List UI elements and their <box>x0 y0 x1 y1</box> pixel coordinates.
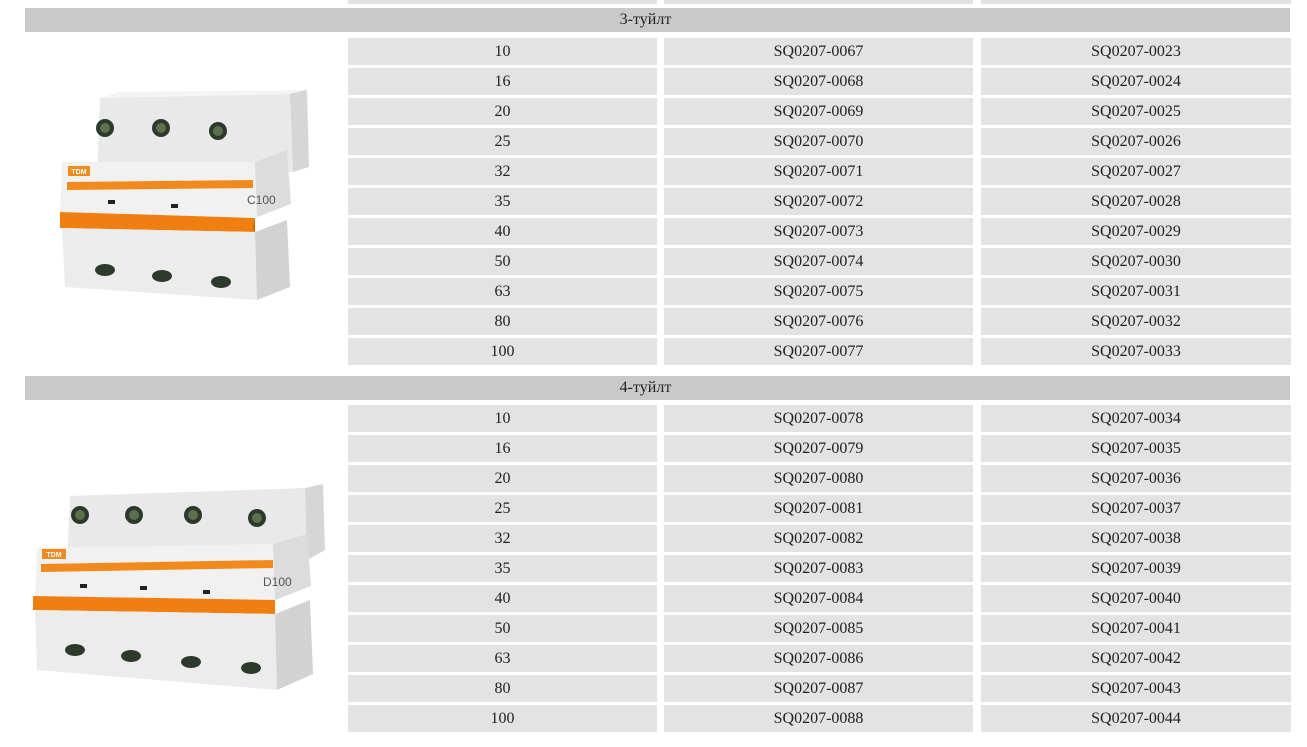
rows-3-pole <box>348 38 1291 368</box>
article-number-cell: SQ0207-0087 <box>664 675 973 702</box>
table-row <box>348 615 1291 642</box>
section-title: 4-туйлт <box>619 379 672 396</box>
article-number-cell: SQ0207-0088 <box>664 705 973 732</box>
current-rating-cell: 10 <box>348 405 657 432</box>
previous-row-fragment <box>348 0 1290 4</box>
article-number-cell: SQ0207-0043 <box>981 675 1291 702</box>
current-rating-cell: 80 <box>348 308 657 335</box>
table-row <box>348 218 1291 245</box>
table-row <box>348 98 1291 125</box>
article-number-cell: SQ0207-0080 <box>664 465 973 492</box>
article-number-cell: SQ0207-0038 <box>981 525 1291 552</box>
current-rating-cell: 100 <box>348 338 657 365</box>
current-rating-cell: 40 <box>348 218 657 245</box>
current-rating-cell: 80 <box>348 675 657 702</box>
breaker-3-pole-image <box>25 32 348 367</box>
article-number-cell: SQ0207-0037 <box>981 495 1291 522</box>
breaker-4-pole-image <box>25 400 348 740</box>
table-row <box>348 338 1291 365</box>
article-number-cell: SQ0207-0071 <box>664 158 973 185</box>
svg-text:TDM: TDM <box>71 169 87 176</box>
article-number-cell: SQ0207-0083 <box>664 555 973 582</box>
article-number-cell: SQ0207-0041 <box>981 615 1291 642</box>
article-number-cell: SQ0207-0068 <box>664 68 973 95</box>
article-number-cell: SQ0207-0039 <box>981 555 1291 582</box>
current-rating-cell: 32 <box>348 525 657 552</box>
article-number-cell: SQ0207-0040 <box>981 585 1291 612</box>
current-rating-cell: 35 <box>348 188 657 215</box>
article-number-cell: SQ0207-0076 <box>664 308 973 335</box>
article-number-cell: SQ0207-0029 <box>981 218 1291 245</box>
article-number-cell: SQ0207-0086 <box>664 645 973 672</box>
svg-text:C100: C100 <box>247 193 276 207</box>
current-rating-cell: 50 <box>348 615 657 642</box>
current-rating-cell: 16 <box>348 435 657 462</box>
table-row <box>348 585 1291 612</box>
table-row <box>348 188 1291 215</box>
article-number-cell: SQ0207-0078 <box>664 405 973 432</box>
article-number-cell: SQ0207-0027 <box>981 158 1291 185</box>
table-row <box>348 308 1291 335</box>
table-row <box>348 495 1291 522</box>
article-number-cell: SQ0207-0072 <box>664 188 973 215</box>
article-number-cell: SQ0207-0042 <box>981 645 1291 672</box>
table-row <box>348 555 1291 582</box>
current-rating-cell: 63 <box>348 645 657 672</box>
article-number-cell: SQ0207-0073 <box>664 218 973 245</box>
table-row <box>348 68 1291 95</box>
article-number-cell: SQ0207-0024 <box>981 68 1291 95</box>
article-number-cell: SQ0207-0067 <box>664 38 973 65</box>
article-number-cell: SQ0207-0085 <box>664 615 973 642</box>
section-title: 3-туйлт <box>619 11 672 28</box>
article-number-cell: SQ0207-0036 <box>981 465 1291 492</box>
current-rating-cell: 63 <box>348 278 657 305</box>
article-number-cell: SQ0207-0069 <box>664 98 973 125</box>
article-number-cell: SQ0207-0032 <box>981 308 1291 335</box>
current-rating-cell: 20 <box>348 98 657 125</box>
article-number-cell: SQ0207-0033 <box>981 338 1291 365</box>
table-row <box>348 405 1291 432</box>
table-row <box>348 705 1291 732</box>
current-rating-cell: 16 <box>348 68 657 95</box>
article-number-cell: SQ0207-0034 <box>981 405 1291 432</box>
article-number-cell: SQ0207-0044 <box>981 705 1291 732</box>
current-rating-cell: 32 <box>348 158 657 185</box>
table-row <box>348 38 1291 65</box>
article-number-cell: SQ0207-0077 <box>664 338 973 365</box>
article-number-cell: SQ0207-0081 <box>664 495 973 522</box>
current-rating-cell: 35 <box>348 555 657 582</box>
table-row <box>348 675 1291 702</box>
article-number-cell: SQ0207-0079 <box>664 435 973 462</box>
article-number-cell: SQ0207-0074 <box>664 248 973 275</box>
table-row <box>348 248 1291 275</box>
svg-text:TDM: TDM <box>46 552 62 559</box>
current-rating-cell: 100 <box>348 705 657 732</box>
table-row <box>348 435 1291 462</box>
article-number-cell: SQ0207-0028 <box>981 188 1291 215</box>
table-row <box>348 128 1291 155</box>
table-row <box>348 525 1291 552</box>
current-rating-cell: 50 <box>348 248 657 275</box>
article-number-cell: SQ0207-0025 <box>981 98 1291 125</box>
table-row <box>348 158 1291 185</box>
section-header-4-pole <box>25 376 1290 400</box>
current-rating-cell: 25 <box>348 495 657 522</box>
current-rating-cell: 20 <box>348 465 657 492</box>
rows-4-pole <box>348 405 1291 735</box>
article-number-cell: SQ0207-0082 <box>664 525 973 552</box>
svg-text:D100: D100 <box>263 575 292 589</box>
article-number-cell: SQ0207-0023 <box>981 38 1291 65</box>
current-rating-cell: 10 <box>348 38 657 65</box>
table-row <box>348 278 1291 305</box>
article-number-cell: SQ0207-0084 <box>664 585 973 612</box>
article-number-cell: SQ0207-0031 <box>981 278 1291 305</box>
current-rating-cell: 25 <box>348 128 657 155</box>
current-rating-cell: 40 <box>348 585 657 612</box>
article-number-cell: SQ0207-0026 <box>981 128 1291 155</box>
article-number-cell: SQ0207-0070 <box>664 128 973 155</box>
table-row <box>348 645 1291 672</box>
article-number-cell: SQ0207-0030 <box>981 248 1291 275</box>
table-row <box>348 465 1291 492</box>
section-header-3-pole <box>25 8 1290 32</box>
article-number-cell: SQ0207-0075 <box>664 278 973 305</box>
article-number-cell: SQ0207-0035 <box>981 435 1291 462</box>
